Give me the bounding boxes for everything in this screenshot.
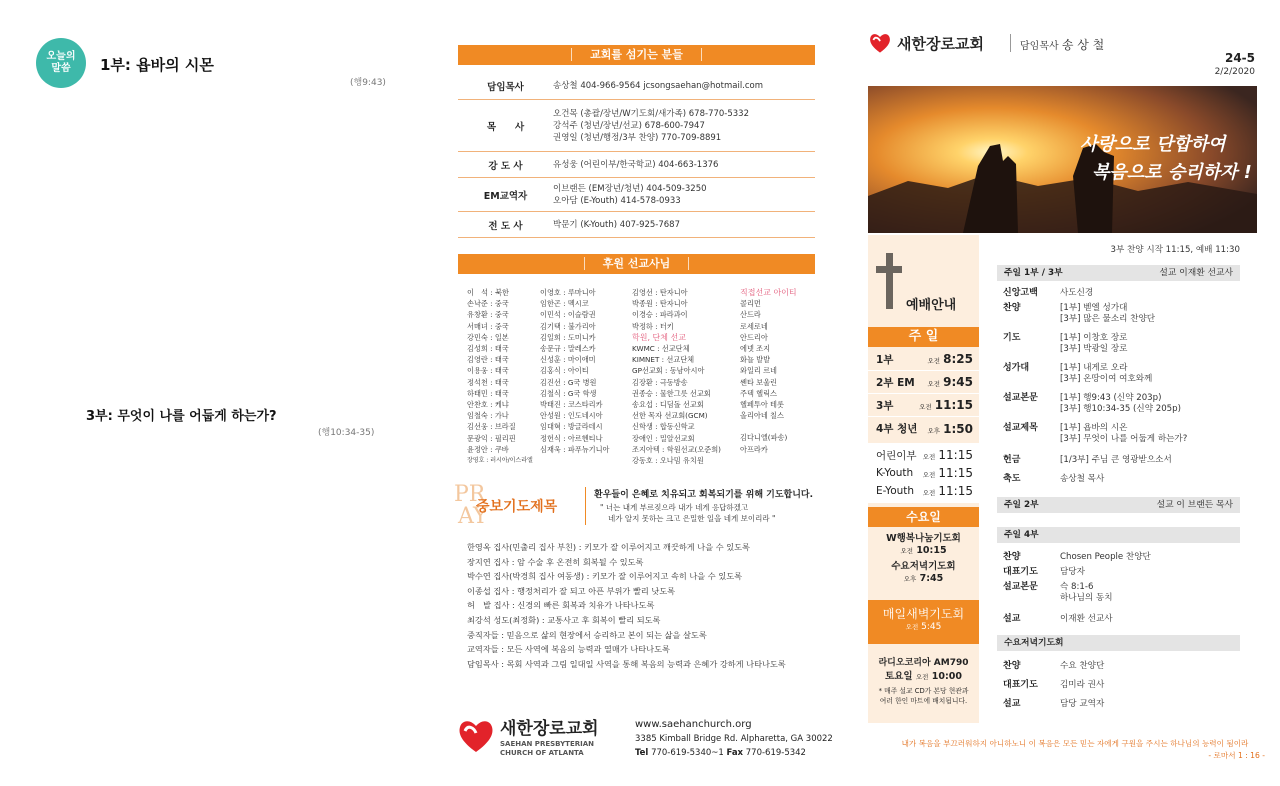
hero-image — [868, 86, 1257, 233]
order-of-worship — [997, 243, 1240, 712]
pray-scripture: " 너는 내게 부르짖으라 내가 네게 응답하겠고 네가 알지 못하는 크고 은밀한 일을 네게 보이리라 " — [600, 503, 776, 523]
wednesday-tab: 수요일 — [868, 507, 979, 527]
cover-page: 새한장로교회 담임목사 송 상 철 24-5 2/2/2020 사랑으로 단합하여 복음으로 승리하자 ! 예배안내 주 일 1부 오전 8:25 2부 EM 오전 9:45 3부 오전 11:15 4부 청년 오후 1:50 어린이부 오전 11:15 K-Youth 오전 11:15 E-Youth 오전 11:15 수요일 W행복나눔기도회 오전 10:15 수요저녁기도회 오후 7:45 매일새벽기도회 오전 5:45 라디오코리아 AM790 토요일 오전 10:00 * 매주 설교 CD가 본당 현관과 여러 한인 마트에 배치됩니다. 3부 찬양 시작 11:15, 예배 11:30 주일 1부 / 3부 설교 이재환 선교사 신앙고백 사도신경 찬양 [1부] 벧엘 성가대 [3부] 많은 물소리 찬양단 기도 [1부] 이창호 장로 [3부] 박광일 장로 성가대 [1부] 내게로 오라 [3부] 온땅이여 여호와께 설교본문 [1부] 행9:43 (신약 203p) [3부] 행10:34-35 (신약 205p) 설교제목 [1부] 욥바의 시온 [3부] 무엇이 나를 어둡게 하는가? 헌금 [1/3부] 주님 큰 영광받으소서 축도 송상철 목사 주일 2부 설교 이 브랜든 목사 주일 4부 찬양 Chosen People 찬양단 대표기도 담당자 설교본문 슥 8:1-6 하나님의 동치 설교 이재환 선교사 수요저녁기도회 찬양 수요 찬양단 대표기도 김미라 권사 설교 담당 교역자 내가 복음을 부끄러워하지 아니하노니 이 복음은 모든 믿는 자에게 구원을 주시는 하나님의 능력이 됨이라 - 로마서 1 : 16 - — [855, 0, 1280, 786]
prayer-list — [467, 540, 786, 671]
section-header: 주일 4부 — [997, 527, 1240, 543]
order-row: 설교본문 슥 8:1-6 하나님의 동치 — [1003, 582, 1113, 603]
list-item: 장지연 집사 : 암 수술 후 온전히 회복될 수 있도록 — [467, 556, 644, 567]
church-contact: www.saehanchurch.org 3385 Kimball Bridge Rd. Alpharetta, GA 30022 Tel 770-619-5340~1 Fax 770-619-5342 — [635, 719, 833, 758]
staff-row: 전 도 사 박문기 (K-Youth) 407-925-7687 — [458, 212, 815, 238]
missions-col2: 이영호 : 루마니아 임한곤 : 멕시코 이민석 : 이슬람권 김기택 : 불가리아 김일희 : 도미니카 송문규 : 말레스카 신성훈 : 마이애미 김홍식 : 아이티 김진선 : G국 병원 김철식 : G국 학생 박태진 : 코스타리카 안성원 : 인도네시아 임대혁 : 방글라데시 정헌식 : 아르헨티나 심재욱 : 파푸뉴기니아 — [540, 288, 610, 454]
order-row: 성가대 [1부] 내게로 오라 [3부] 온땅이여 여호와께 — [1003, 363, 1153, 384]
order-row: 대표기도 김미라 권사 — [1003, 680, 1105, 690]
order-row: 설교본문 [1부] 행9:43 (신약 203p) [3부] 행10:34-35 (신약 205p) — [1003, 393, 1181, 414]
order-row: 헌금 [1/3부] 주님 큰 영광받으소서 — [1003, 455, 1172, 465]
service-row: 2부 EM 오전 9:45 — [868, 371, 979, 394]
order-row: 찬양 [1부] 벧엘 성가대 [3부] 많은 물소리 찬양단 — [1003, 303, 1156, 324]
praise-start-note: 3부 찬양 시작 11:15, 예배 11:30 — [1110, 245, 1240, 255]
missions-col3: 김영선 : 탄자니아 박종원 : 탄자니아 이경승 : 파라과이 박정하 : 터키 학원, 단체 선교 KWMC : 선교단체 KIMNET : 선교단체 GP선교회 : 동남아시아 김장환 : 극동방송 권종승 : 물한그릇 선교회 송요섭 : 디딤돌 선교회 선한 목자 선교회(GCM) 신학생 : 합동신학교 장애인 : 밀알선교회 조지아텍 : 학원선교(오준희) 강동호 : 오나밈 유치원 — [632, 288, 721, 466]
section-header: 주일 2부 설교 이 브랜든 목사 — [997, 497, 1240, 513]
order-row: 찬양 수요 찬양단 — [1003, 661, 1105, 671]
pray-headline: 환우들이 은혜로 치유되고 회복되기를 위해 기도합니다. — [594, 490, 814, 500]
order-row: 찬양 Chosen People 찬양단 — [1003, 552, 1151, 562]
wednesday-services: W행복나눔기도회 오전 10:15 수요저녁기도회 오후 7:45 — [886, 533, 961, 584]
list-item: 박수연 집사(박경희 집사 여동생) : 키모가 잘 이루어지고 속히 나을 수 있도록 — [467, 571, 743, 582]
sermon1-title: 1부: 욥바의 시몬 — [100, 56, 214, 74]
youth-row: 어린이부 오전 11:15 — [876, 448, 973, 462]
sunday-tab: 주 일 — [868, 327, 979, 347]
issue-number: 24-5 — [1224, 51, 1255, 65]
todays-word-badge: 오늘의 말씀 — [36, 38, 86, 88]
list-item: 담임목사 : 목회 사역과 그림 일대일 사역을 통해 복음의 능력과 은혜가 강하게 나타나도록 — [467, 658, 786, 669]
radio-info: 라디오코리아 AM790 토요일 오전 10:00 * 매주 설교 CD가 본당 현관과 여러 한인 마트에 배치됩니다. — [878, 658, 969, 705]
heart-logo-icon — [867, 31, 893, 55]
service-row: 1부 오전 8:25 — [868, 348, 979, 371]
list-item: 최강석 성도(최정화) : 교통사고 후 회복이 빨리 되도록 — [467, 614, 661, 625]
heart-logo-icon — [456, 716, 496, 756]
missions-col1: 이 석 : 북한 손낙준 : 중국 유창환 : 중국 서매녀 : 중국 강민숙 : 일본 김성희 : 태국 김영란 : 태국 이용웅 : 태국 정석천 : 태국 하태민 : 태국 안찬호 : 케냐 임철숙 : 가나 김선웅 : 브라질 문광익 : 필리핀 윤정안 : 쿠바 장영호 : 러시아/이스라엘 — [467, 288, 533, 465]
pray-divider — [585, 487, 586, 525]
order-row: 설교 이재환 선교사 — [1003, 614, 1113, 624]
service-row: 3부 오전 11:15 — [868, 394, 979, 417]
slogan-line2: 복음으로 승리하자 ! — [1092, 162, 1252, 183]
dawn-prayer-tab: 매일새벽기도회 오전 5:45 — [868, 600, 979, 644]
list-item: 교역자들 : 모든 사역에 복음의 능력과 열매가 나타나도록 — [467, 644, 670, 655]
order-row: 설교 담당 교역자 — [1003, 699, 1105, 709]
order-row: 대표기도 담당자 — [1003, 567, 1085, 577]
church-url[interactable]: www.saehanchurch.org — [635, 719, 752, 730]
church-logo: 새한장로교회 SAEHAN PRESBYTERIAN CHURCH OF ATLANTA — [456, 714, 616, 764]
missions-col4: 직접선교 아이티 콜리먼 산드라 로세로네 안드리아 에넷 조지 화뇰 발발 와일리 르네 쎈타 보울린 주덱 헬릭스 헬페투아 테롯 올리아네 칠스 김다니엘(파송) 아프라카 — [740, 288, 797, 454]
cross-icon — [876, 253, 902, 309]
staff-row: EM교역자 이브랜든 (EM장년/청년) 404-509-3250 오아담 (E-Youth) 414-578-0933 — [458, 178, 815, 212]
missions-heading: 후원 선교사님 — [458, 254, 815, 274]
worship-guide: 예배안내 주 일 1부 오전 8:25 2부 EM 오전 9:45 3부 오전 11:15 4부 청년 오후 1:50 어린이부 오전 11:15 K-Youth 오전 11:15 E-Youth 오전 11:15 수요일 W행복나눔기도회 오전 10:15 수요저녁기도회 오후 7:45 매일새벽기도회 오전 5:45 라디오코리아 AM790 토요일 오전 10:00 * 매주 설교 CD가 본당 현관과 여러 한인 마트에 배치됩니다. — [868, 235, 979, 723]
service-row: 4부 청년 오후 1:50 — [876, 421, 973, 436]
slogan-line1: 사랑으로 단합하여 — [1080, 134, 1226, 155]
staff-row: 담임목사 송상철 404-966-9564 jcsongsaehan@hotmail.com — [458, 72, 815, 100]
order-row: 축도 송상철 목사 — [1003, 474, 1105, 484]
youth-row: K-Youth 오전 11:15 — [876, 466, 973, 480]
middle-page — [440, 0, 835, 786]
pray-title: 중보기도제목 — [476, 499, 558, 515]
section-header: 주일 1부 / 3부 설교 이재환 선교사 — [997, 265, 1240, 281]
order-row: 신앙고백 사도신경 — [1003, 288, 1094, 298]
list-item: 한영옥 집사(민출리 집사 부친) : 키모가 잘 이루어지고 깨끗하게 나을 수 있도록 — [467, 542, 750, 552]
staff-heading: 교회를 섬기는 분들 — [458, 45, 815, 65]
left-page — [0, 0, 440, 786]
sermon1-ref: (행9:43) — [350, 78, 386, 88]
list-item: 허 발 집사 : 신경의 빠른 회복과 치유가 나타나도록 — [467, 600, 655, 611]
pray-logo: PR AY 중보기도제목 — [454, 482, 558, 529]
issue-date: 2/2/2020 — [1214, 67, 1255, 77]
footer-verse: 내가 복음을 부끄러워하지 아니하노니 이 복음은 모든 믿는 자에게 구원을 주시는 하나님의 능력이 됨이라 - 로마서 1 : 16 - — [901, 739, 1265, 760]
list-item: 중직자들 : 믿음으로 삶의 현장에서 승리하고 본이 되는 삶을 살도록 — [467, 629, 707, 640]
sermon3-title: 3부: 무엇이 나를 어둡게 하는가? — [86, 409, 277, 424]
order-row: 기도 [1부] 이창호 장로 [3부] 박광일 장로 — [1003, 333, 1128, 354]
staff-table — [458, 72, 815, 238]
list-item: 이종섭 집사 : 행정처리가 잘 되고 아픈 부위가 빨리 낫도록 — [467, 585, 676, 596]
youth-row: E-Youth 오전 11:15 — [876, 484, 973, 498]
section-header: 수요저녁기도회 — [997, 635, 1240, 651]
order-row: 설교제목 [1부] 욥바의 시온 [3부] 무엇이 나를 어둡게 하는가? — [1003, 423, 1188, 444]
staff-row: 목 사 오건목 (총괄/장년/W기도회/새가족) 678-770-5332 강석주 (청년/장년/선교) 678-600-7947 권영일 (청년/행정/3부 찬양) 770-709-8891 — [458, 100, 815, 152]
sermon3-ref: (행10:34-35) — [318, 428, 375, 438]
staff-row: 강 도 사 유성웅 (어린이부/한국학교) 404-663-1376 — [458, 152, 815, 178]
